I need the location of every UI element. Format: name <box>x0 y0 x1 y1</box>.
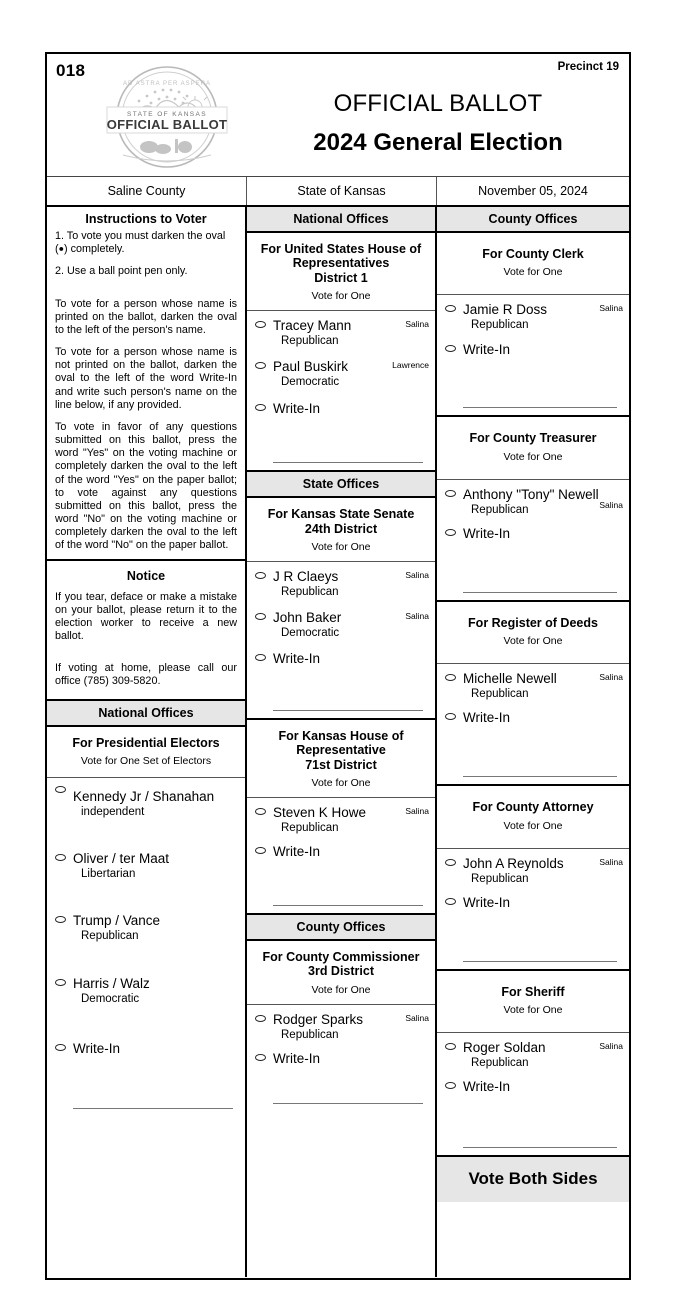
vote-both-sides-banner: Vote Both Sides <box>437 1155 629 1202</box>
candidate-name: Trump / Vance <box>73 913 161 929</box>
candidate-option[interactable] <box>437 664 629 703</box>
candidate-name: Kennedy Jr / Shanahan <box>73 789 215 805</box>
write-in-line[interactable] <box>463 961 617 962</box>
write-in-line[interactable] <box>463 592 617 593</box>
candidate-name: John A Reynolds <box>463 855 564 871</box>
precinct-number: 018 <box>56 61 86 80</box>
candidate-party: Republican <box>471 688 529 701</box>
contest-title-sheriff: For Sheriff <box>501 984 565 999</box>
column-instructions <box>47 207 247 1277</box>
write-in-label: Write-In <box>273 651 321 667</box>
candidate-city: Salina <box>599 303 623 314</box>
vote-oval-icon[interactable] <box>255 1015 266 1022</box>
precinct-label: Precinct 19 <box>557 61 619 73</box>
candidate-party: Republican <box>471 503 529 516</box>
section-bar-national-left: National Offices <box>47 701 245 727</box>
contest-header-sheriff <box>437 971 629 1033</box>
candidate-party: Democratic <box>81 992 140 1005</box>
contest-body-sheriff <box>437 1033 629 1155</box>
vote-oval-icon[interactable] <box>445 345 456 352</box>
contest-header-state-senate <box>247 498 435 562</box>
candidate-name: Anthony "Tony" Newell <box>463 486 599 502</box>
vote-oval-icon[interactable] <box>255 404 266 411</box>
contest-header-county-treasurer <box>437 417 629 479</box>
election-date: November 05, 2024 <box>478 184 588 198</box>
vote-oval-icon[interactable] <box>55 979 66 986</box>
contest-title-register-of-deeds: For Register of Deeds <box>468 615 598 630</box>
write-in-option[interactable] <box>437 703 629 729</box>
candidate-party: Republican <box>281 585 339 598</box>
candidate-name: John Baker <box>273 610 342 626</box>
instruction-para-2: To vote for a person whose name is not printed on the ballot, darken the oval to the left of the word Write-In and write such person's name on the line below, if any provided. <box>55 346 237 411</box>
column-offices-center <box>247 207 437 1277</box>
candidate-city: Lawrence <box>392 360 429 371</box>
vote-oval-icon[interactable] <box>55 786 66 793</box>
candidate-city: Salina <box>599 856 623 867</box>
vote-for-sheriff: Vote for One <box>503 1003 563 1016</box>
vote-oval-icon[interactable] <box>445 859 456 866</box>
filled-oval-icon: ● <box>58 243 65 254</box>
write-in-label: Write-In <box>463 894 511 910</box>
state-name: State of Kansas <box>247 177 437 205</box>
contest-title-president: For Presidential Electors <box>72 735 220 750</box>
contest-header-president <box>47 727 245 778</box>
candidate-option[interactable] <box>47 821 245 883</box>
candidate-party: Democratic <box>281 376 340 389</box>
candidate-party: Republican <box>471 872 529 885</box>
vote-oval-icon[interactable] <box>55 1044 66 1051</box>
write-in-label: Write-In <box>463 1079 511 1095</box>
candidate-city: Salina <box>599 1040 623 1051</box>
candidate-name: Michelle Newell <box>463 671 557 687</box>
vote-oval-icon[interactable] <box>255 847 266 854</box>
candidate-option[interactable] <box>437 480 629 519</box>
state-seal-icon <box>97 63 237 171</box>
candidate-party: Republican <box>281 1028 339 1041</box>
section-bar-state-mid: State Offices <box>247 472 435 498</box>
candidate-name: Steven K Howe <box>273 805 367 820</box>
candidate-city: Salina <box>405 806 429 816</box>
notice-para-1: If you tear, deface or make a mistake on your ballot, please return it to the election worker to receive a new ballot. <box>55 590 237 643</box>
header-left <box>47 54 247 176</box>
contest-header-state-house <box>247 720 435 798</box>
write-in-option[interactable] <box>247 642 435 670</box>
instructions-spacer <box>55 288 237 298</box>
candidate-option[interactable] <box>247 562 435 601</box>
candidate-option[interactable] <box>47 883 245 945</box>
contest-body-county-clerk <box>437 295 629 417</box>
candidate-option[interactable] <box>437 1033 629 1072</box>
vote-for-county-commissioner: Vote for One <box>311 983 371 996</box>
vote-oval-icon[interactable] <box>445 305 456 312</box>
notice-spacer <box>55 652 237 662</box>
write-in-line[interactable] <box>273 1103 423 1104</box>
contest-header-register-of-deeds <box>437 602 629 664</box>
candidate-city: Salina <box>405 611 429 622</box>
contest-body-state-house <box>247 798 435 915</box>
write-in-label: Write-In <box>463 341 511 357</box>
contest-title-county-commissioner: For County Commissioner <box>262 950 420 964</box>
vote-oval-icon[interactable] <box>255 654 266 661</box>
county-name: Saline County <box>47 177 247 205</box>
candidate-name: Tracey Mann <box>273 318 352 334</box>
vote-oval-icon[interactable] <box>445 713 456 720</box>
vote-oval-icon[interactable] <box>55 854 66 861</box>
contest-title-state-house: For Kansas House of Representative <box>278 728 404 758</box>
candidate-party: Democratic <box>281 627 340 640</box>
write-in-option[interactable] <box>437 335 629 361</box>
contest-body-us-house <box>247 311 435 472</box>
write-in-line[interactable] <box>73 1108 233 1109</box>
official-ballot-title: OFFICIAL BALLOT <box>333 90 543 117</box>
svg-text:STATE OF KANSAS: STATE OF KANSAS <box>127 111 207 118</box>
instructions-body <box>47 228 245 561</box>
write-in-option[interactable] <box>47 1008 245 1060</box>
contest-district-us-house: District 1 <box>314 270 368 285</box>
vote-for-register-of-deeds: Vote for One <box>503 635 563 648</box>
candidate-city: Salina <box>599 672 623 683</box>
candidate-name: Roger Soldan <box>463 1039 546 1055</box>
instruction-item-2: 2. Use a ball point pen only. <box>55 265 188 278</box>
candidate-option[interactable] <box>247 350 435 391</box>
vote-oval-icon[interactable] <box>255 1054 266 1061</box>
write-in-option[interactable] <box>437 519 629 545</box>
contest-header-county-attorney <box>437 786 629 848</box>
candidate-city: Salina <box>405 1012 429 1023</box>
write-in-label: Write-In <box>463 710 511 726</box>
jurisdiction-row <box>47 177 629 207</box>
write-in-line[interactable] <box>273 462 423 463</box>
write-in-line[interactable] <box>463 1147 617 1148</box>
candidate-party: Republican <box>471 319 529 332</box>
write-in-option[interactable] <box>437 888 629 914</box>
contest-district-state-senate: 24th District <box>304 521 378 536</box>
contest-header-county-commissioner <box>247 941 435 1005</box>
vote-oval-icon[interactable] <box>445 1082 456 1089</box>
candidate-option[interactable] <box>247 1005 435 1044</box>
svg-text:OFFICIAL BALLOT: OFFICIAL BALLOT <box>106 117 228 132</box>
contest-title-state-senate: For Kansas State Senate <box>267 507 415 522</box>
candidate-city: Salina <box>599 499 623 510</box>
notice-para-2: If voting at home, please call our office (785) 309-5820. <box>55 662 237 688</box>
vote-for-county-clerk: Vote for One <box>503 266 563 279</box>
section-bar-county-mid: County Offices <box>247 915 435 941</box>
header-right <box>247 54 629 176</box>
vote-oval-icon[interactable] <box>255 613 266 620</box>
vote-oval-icon[interactable] <box>255 572 266 579</box>
election-title: 2024 General Election <box>313 129 563 156</box>
vote-for-county-treasurer: Vote for One <box>503 450 563 463</box>
candidate-name: Harris / Walz <box>73 975 150 991</box>
contest-title-county-clerk: For County Clerk <box>482 247 584 261</box>
write-in-option[interactable] <box>247 1044 435 1070</box>
vote-oval-icon[interactable] <box>445 898 456 905</box>
vote-for-us-house: Vote for One <box>311 290 371 303</box>
vote-for-state-house: Vote for One <box>311 777 371 789</box>
candidate-city: Salina <box>405 569 429 580</box>
contest-header-county-clerk <box>437 233 629 295</box>
vote-for-county-attorney: Vote for One <box>503 819 563 832</box>
contest-title-county-treasurer: For County Treasurer <box>469 431 597 446</box>
vote-for-president: Vote for One Set of Electors <box>80 755 212 768</box>
ballot-sheet <box>45 52 631 1280</box>
section-bar-county-right: County Offices <box>437 207 629 233</box>
candidate-option[interactable] <box>247 601 435 642</box>
ballot-header <box>47 54 629 177</box>
instruction-para-3: To vote in favor of any questions submitted on this ballot, press the word "Yes" on the voting machine or completely darken the oval to the left of the word "Yes" on the paper ballot; to vote against any questions submitted on this ballot, press the word "No" on the voting machine or completely darken the oval to the left of the word "No" on the paper ballot. <box>55 420 237 552</box>
candidate-option[interactable] <box>47 946 245 1008</box>
instruction-item-1 <box>55 230 237 256</box>
instruction-item-1-post: ) completely. <box>64 243 125 256</box>
write-in-label: Write-In <box>273 1050 321 1066</box>
candidate-name: Jamie R Doss <box>463 302 548 318</box>
candidate-party: Republican <box>81 930 139 943</box>
write-in-option[interactable] <box>437 1072 629 1098</box>
write-in-label: Write-In <box>463 525 511 541</box>
notice-title: Notice <box>126 568 166 583</box>
instruction-item-1-pre: 1. To vote you must darken the oval ( <box>55 230 226 256</box>
contest-body-president <box>47 778 245 1116</box>
vote-oval-icon[interactable] <box>255 321 266 328</box>
vote-oval-icon[interactable] <box>445 529 456 536</box>
candidate-option[interactable] <box>247 798 435 837</box>
candidate-city: Salina <box>405 319 429 330</box>
candidate-party: Republican <box>281 822 339 834</box>
candidate-party: Republican <box>471 1056 529 1069</box>
candidate-option[interactable] <box>437 295 629 334</box>
write-in-line[interactable] <box>463 776 617 777</box>
candidate-option[interactable] <box>437 849 629 888</box>
contest-body-county-attorney <box>437 849 629 971</box>
notice-block <box>47 561 245 701</box>
write-in-option[interactable] <box>247 392 435 420</box>
contest-title-county-attorney: For County Attorney <box>472 800 594 815</box>
contest-body-register-of-deeds <box>437 664 629 786</box>
write-in-line[interactable] <box>463 407 617 408</box>
instructions-title: Instructions to Voter <box>85 212 207 226</box>
candidate-party: Republican <box>281 335 339 348</box>
vote-oval-icon[interactable] <box>255 362 266 369</box>
vote-oval-icon[interactable] <box>445 674 456 681</box>
write-in-label: Write-In <box>73 1040 121 1056</box>
contest-district-state-house: 71st District <box>305 757 377 772</box>
candidate-name: Rodger Sparks <box>273 1011 364 1027</box>
vote-oval-icon[interactable] <box>55 916 66 923</box>
contest-district-county-commissioner: 3rd District <box>308 964 374 979</box>
candidate-name: Paul Buskirk <box>273 359 349 375</box>
contest-body-county-treasurer <box>437 480 629 602</box>
contest-header-us-house <box>247 233 435 311</box>
candidate-party: Libertarian <box>81 868 136 881</box>
candidate-option[interactable] <box>47 778 245 821</box>
vote-oval-icon[interactable] <box>255 808 266 815</box>
contest-title-us-house: For United States House of Representatives <box>260 242 422 271</box>
section-bar-national-mid: National Offices <box>247 207 435 233</box>
candidate-name: J R Claeys <box>273 568 339 584</box>
svg-text:AD ASTRA PER ASPERA: AD ASTRA PER ASPERA <box>122 81 212 87</box>
write-in-line[interactable] <box>273 905 423 906</box>
write-in-option[interactable] <box>247 837 435 863</box>
ballot-columns <box>47 207 629 1277</box>
contest-body-state-senate <box>247 562 435 720</box>
vote-oval-icon[interactable] <box>445 490 456 497</box>
instruction-para-1: To vote for a person whose name is printed on the ballot, darken the oval to the left of the person's name. <box>55 297 237 336</box>
vote-for-state-senate: Vote for One <box>311 540 371 553</box>
candidate-name: Oliver / ter Maat <box>73 851 170 867</box>
candidate-option[interactable] <box>247 311 435 350</box>
contest-body-county-commissioner <box>247 1005 435 1130</box>
write-in-label: Write-In <box>273 844 321 860</box>
vote-oval-icon[interactable] <box>445 1043 456 1050</box>
column-county-offices <box>437 207 629 1277</box>
candidate-party: independent <box>81 806 145 819</box>
write-in-label: Write-In <box>273 400 321 416</box>
write-in-line[interactable] <box>273 710 423 711</box>
